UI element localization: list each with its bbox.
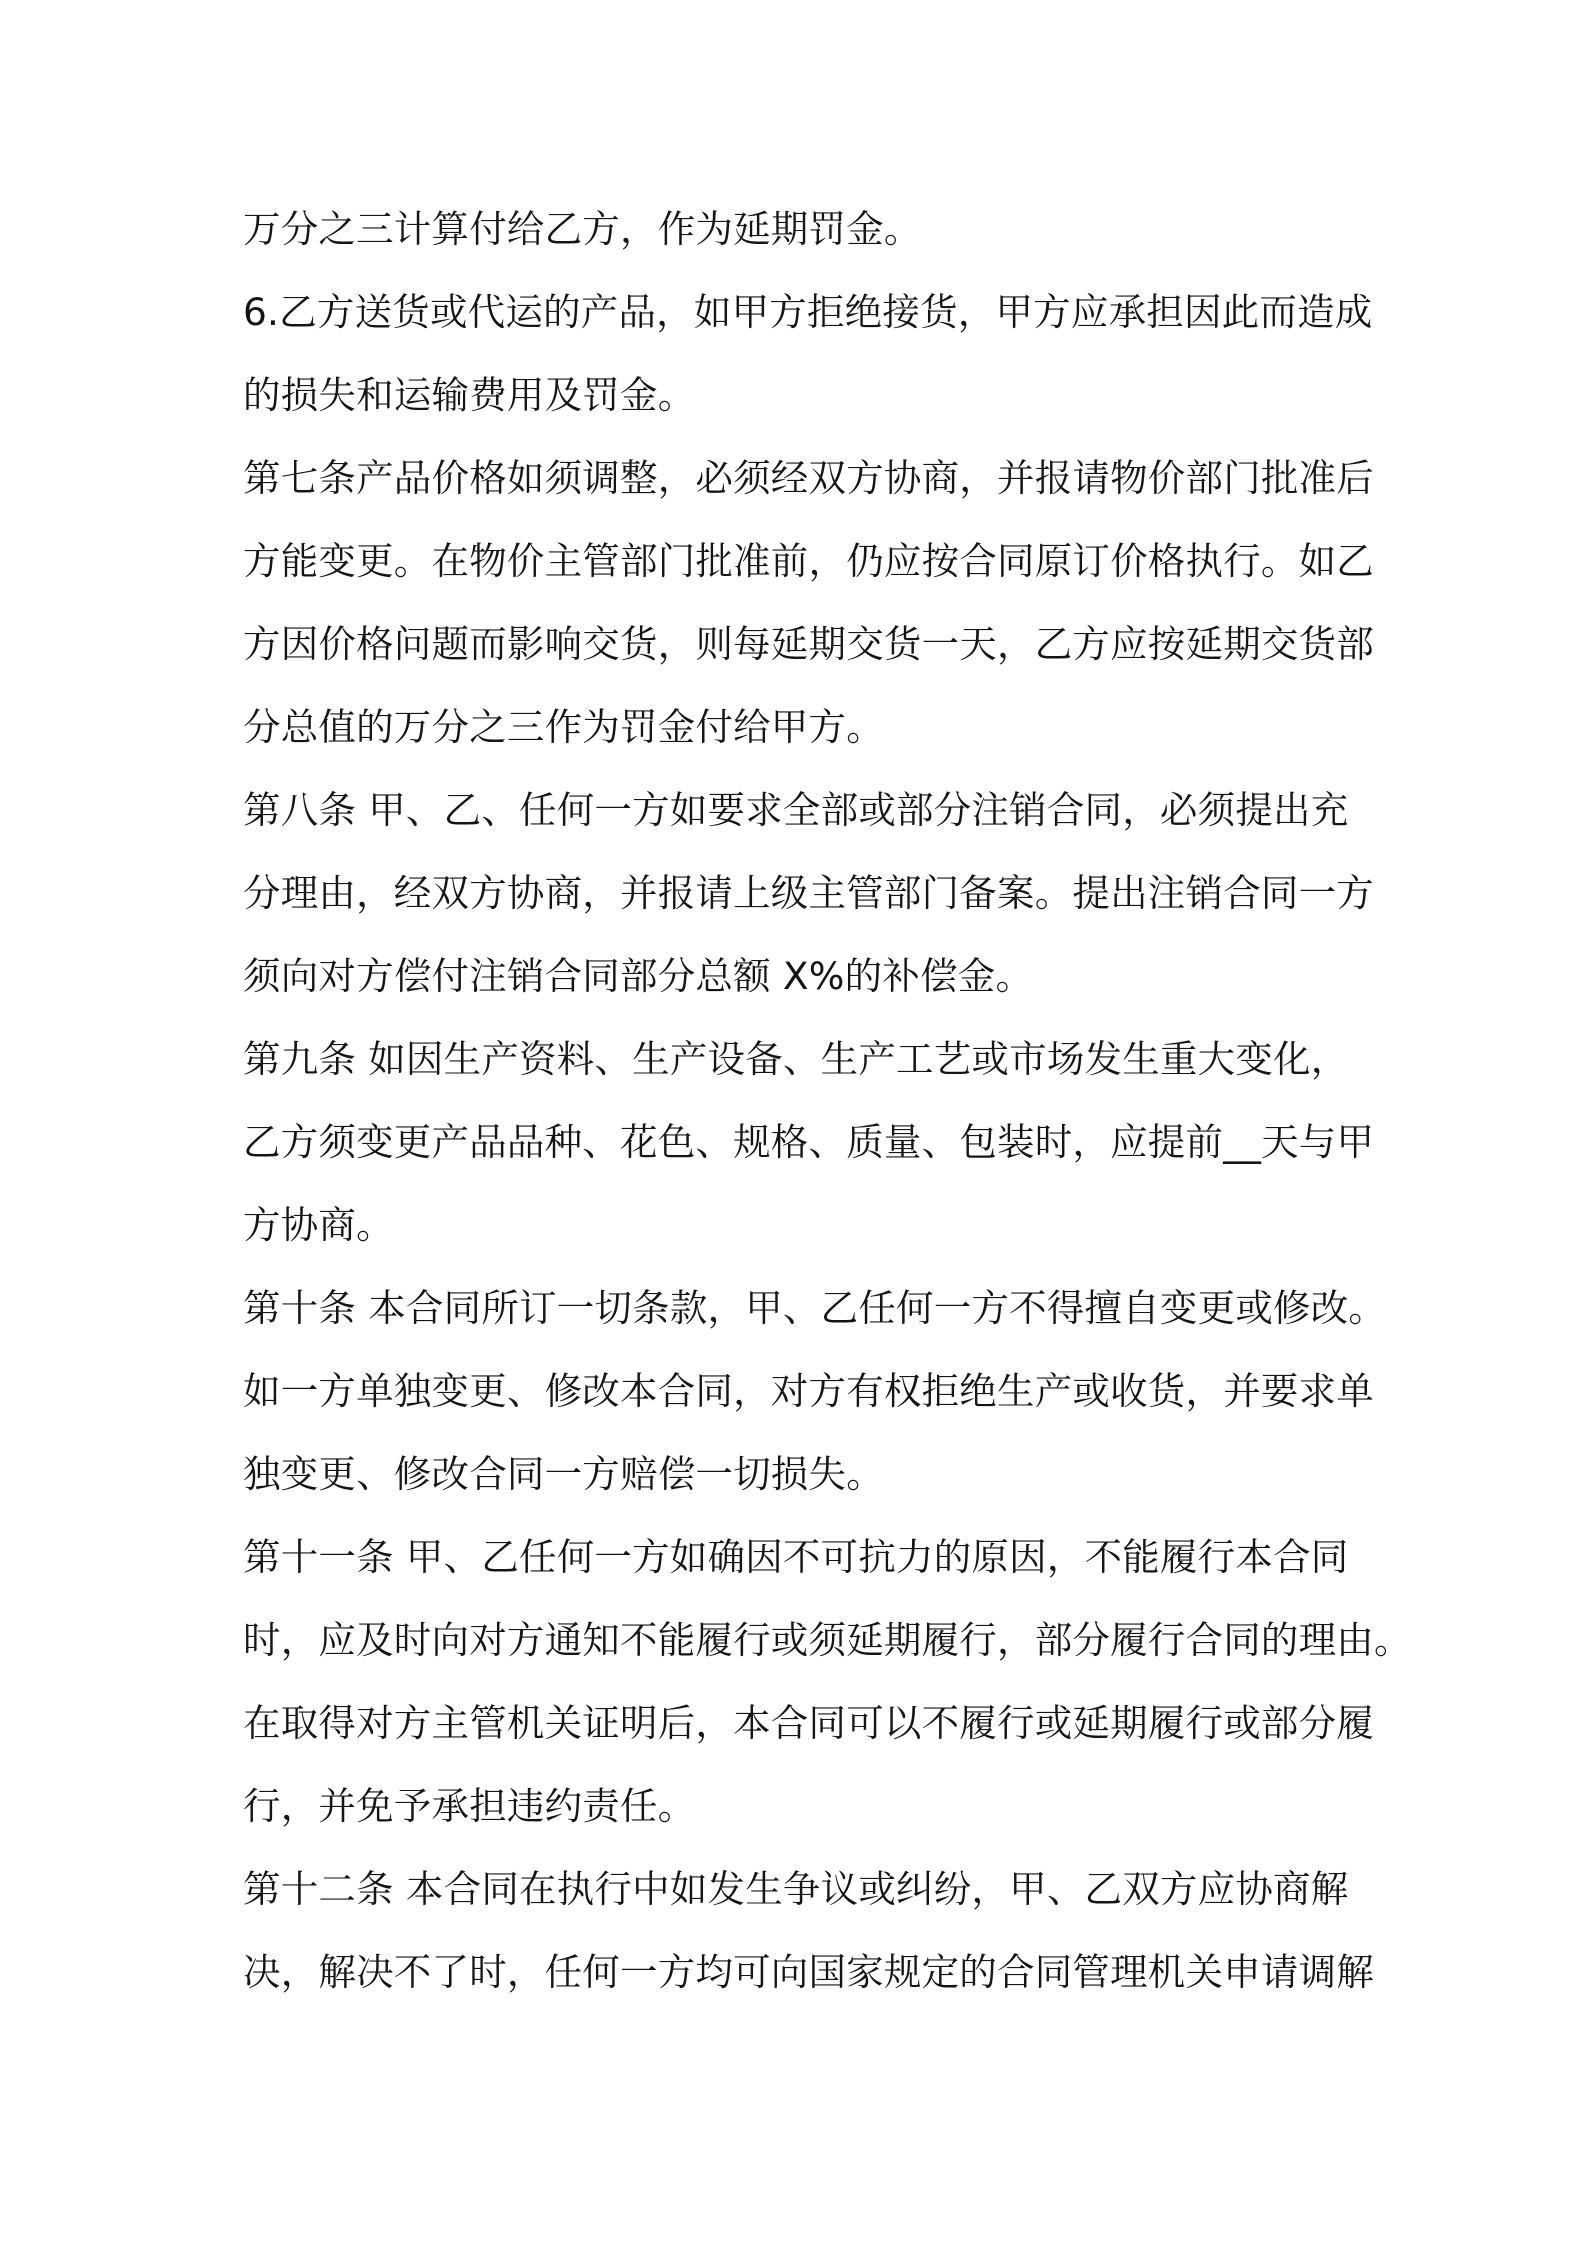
text-line: 在取得对方主管机关证明后，本合同可以不履行或延期履行或部分履: [243, 1701, 1374, 1745]
text-line: 第十一条 甲、乙任何一方如确因不可抗力的原因，不能履行本合同: [243, 1535, 1349, 1579]
text-line: 第七条产品价格如须调整，必须经双方协商，并报请物价部门批准后: [243, 456, 1374, 500]
text-line: 第八条 甲、乙、任何一方如要求全部或部分注销合同，必须提出充: [243, 788, 1349, 832]
document-body: [243, 188, 1412, 2014]
text-line: 方能变更。在物价主管部门批准前，仍应按合同原订价格执行。如乙: [243, 539, 1374, 583]
text-line: 决，解决不了时，任何一方均可向国家规定的合同管理机关申请调解: [243, 1950, 1374, 1994]
text-line: 时，应及时向对方通知不能履行或须延期履行，部分履行合同的理由。: [243, 1618, 1412, 1662]
text-line: 第九条 如因生产资料、生产设备、生产工艺或市场发生重大变化，: [243, 1037, 1349, 1081]
text-line: 第十二条 本合同在执行中如发生争议或纠纷，甲、乙双方应协商解: [243, 1867, 1349, 1911]
text-line: 方因价格问题而影响交货，则每延期交货一天，乙方应按延期交货部: [243, 622, 1374, 666]
text-line: 行，并免予承担违约责任。: [243, 1784, 696, 1828]
text-line: 独变更、修改合同一方赔偿一切损失。: [243, 1452, 884, 1496]
text-line: 万分之三计算付给乙方，作为延期罚金。: [243, 207, 922, 251]
text-line: 如一方单独变更、修改本合同，对方有权拒绝生产或收货，并要求单: [243, 1369, 1374, 1413]
text-line: 分总值的万分之三作为罚金付给甲方。: [243, 705, 884, 749]
text-line: 须向对方偿付注销合同部分总额 X%的补偿金。: [243, 954, 1034, 998]
text-line: 方协商。: [243, 1203, 394, 1247]
text-line: 6.乙方送货或代运的产品，如甲方拒绝接货，甲方应承担因此而造成: [243, 290, 1373, 334]
text-line: 分理由，经双方协商，并报请上级主管部门备案。提出注销合同一方: [243, 871, 1374, 915]
text-line: 的损失和运输费用及罚金。: [243, 373, 696, 417]
text-line: 第十条 本合同所订一切条款，甲、乙任何一方不得擅自变更或修改。: [243, 1286, 1387, 1330]
text-line: 乙方须变更产品品种、花色、规格、质量、包装时，应提前__天与甲: [243, 1120, 1375, 1164]
